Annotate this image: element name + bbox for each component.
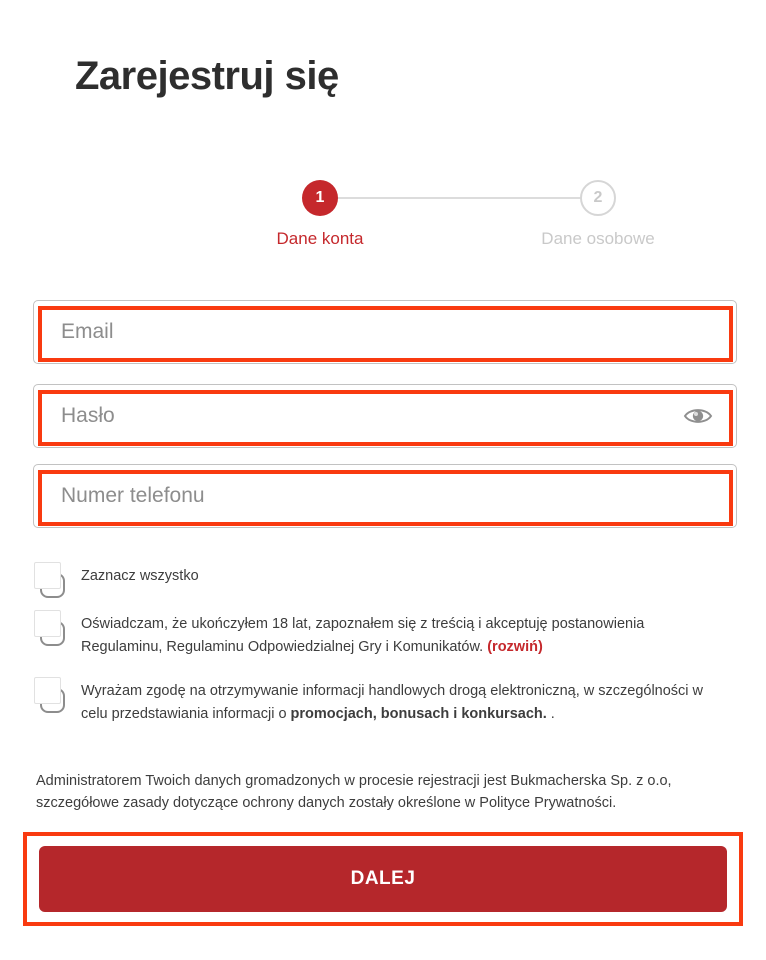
terms-line-1: Oświadczam, że ukończyłem 18 lat, zapoznałem się z treścią i akceptuję postanowienia [81,616,645,632]
eye-icon [682,404,714,428]
step-2-label: Dane osobowe [541,229,655,248]
checkbox-box [34,562,61,589]
footer-line-1: Administratorem Twoich danych gromadzonych w procesie rejestracji jest Bukmacherska Sp. z o.o, [36,773,672,789]
step-1-label: Dane konta [276,229,364,248]
page-title: Zarejestruj się [75,54,339,98]
data-administrator-note [36,770,672,814]
marketing-checkbox[interactable] [34,677,66,714]
marketing-line-1: Wyrażam zgodę na otrzymywanie informacji handlowych drogą elektroniczną, w szczególności w [81,683,704,699]
footer-line-2: szczegółowe zasady dotyczące ochrony danych zostały określone w Polityce Prywatności. [36,795,617,811]
checkbox-box [34,610,61,637]
terms-label [81,613,644,659]
step-2-number: 2 [593,189,603,206]
step-1-number: 1 [315,189,325,206]
stepper-connector-line [336,197,582,199]
marketing-line-2: celu przedstawiania informacji o promocjach, bonusach i konkursach. . [81,706,555,722]
phone-input[interactable] [33,464,737,528]
toggle-password-visibility-button[interactable] [681,403,715,429]
checkbox-box [34,677,61,704]
expand-terms-link[interactable]: (rozwiń) [487,639,543,655]
marketing-label [81,680,703,726]
next-button[interactable]: DALEJ [39,846,727,912]
select-all-checkbox[interactable] [34,562,66,599]
password-field-wrapper [33,384,737,448]
terms-checkbox[interactable] [34,610,66,647]
step-1-indicator [302,180,338,216]
marketing-bold-text: promocjach, bonusach i konkursach. [290,706,547,722]
email-input[interactable] [33,300,737,364]
phone-field-wrapper [33,464,737,528]
password-input[interactable] [33,384,737,448]
terms-line-2: Regulaminu, Regulaminu Odpowiedzialnej Gry i Komunikatów. (rozwiń) [81,639,543,655]
email-field-wrapper [33,300,737,364]
step-2-indicator [580,180,616,216]
select-all-label[interactable]: Zaznacz wszystko [81,568,199,584]
